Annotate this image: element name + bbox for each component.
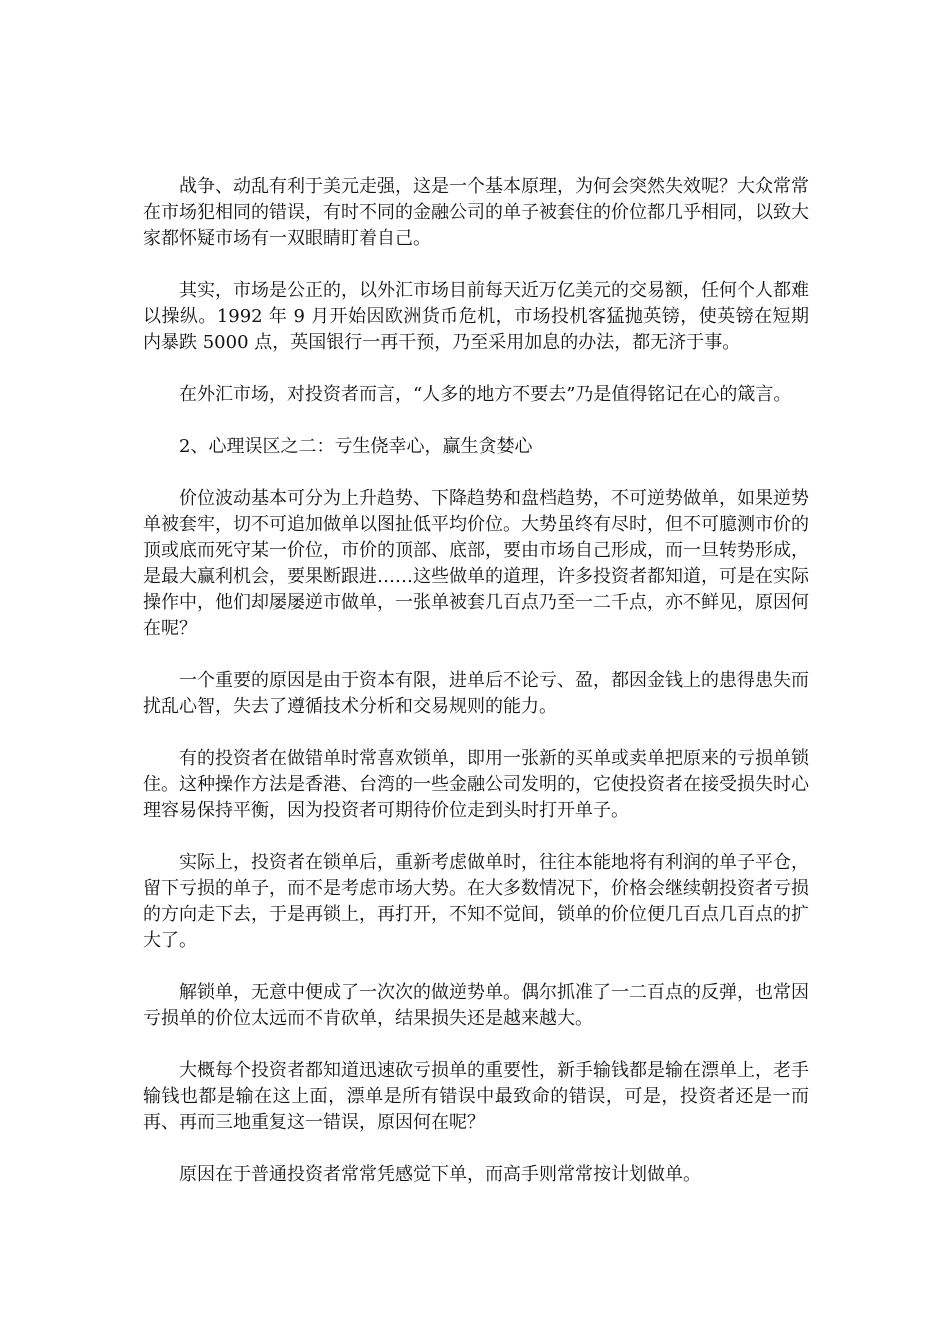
section-heading: 2、心理误区之二：亏生侥幸心，赢生贪婪心	[179, 436, 533, 457]
paragraph: 价位波动基本可分为上升趋势、下降趋势和盘档趋势，不可逆势做单，如果逆势单被套牢，切不可追加做单以图扯低平均价位。大势虽终有尽时，但不可臆测市价的顶或底而死守某一价位，市价的顶部、底部，要由市场自己形成，而一旦转势形成，是最大赢利机会，要果断跟进……这些做单的道理，许多投资者都知道，可是在实际操作中，他们却屡屡逆市做单，一张单被套几百点乃至一二千点，亦不鲜见，原因何在呢？	[143, 488, 809, 639]
paragraph: 解锁单，无意中便成了一次次的做逆势单。偶尔抓准了一二百点的反弹，也常因亏损单的价位太远而不肯砍单，结果损失还是越来越大。	[143, 982, 809, 1029]
document-body	[143, 174, 809, 1214]
paragraph: 实际上，投资者在锁单后，重新考虑做单时，往往本能地将有利润的单子平仓，留下亏损的单子，而不是考虑市场大势。在大多数情况下，价格会继续朝投资者亏损的方向走下去，于是再锁上，再打开，不知不觉间，锁单的价位便几百点几百点的扩大了。	[143, 852, 809, 951]
paragraph: 其实，市场是公正的，以外汇市场目前每天近万亿美元的交易额，任何个人都难以操纵。1992 年 9 月开始因欧洲货币危机，市场投机客猛抛英镑，使英镑在短期内暴跌 5000 点，英国银行一再干预，乃至采用加息的办法，都无济于事。	[143, 280, 809, 353]
paragraph: 一个重要的原因是由于资本有限，进单后不论亏、盈，都因金钱上的患得患失而扰乱心智，失去了遵循技术分析和交易规则的能力。	[143, 670, 809, 717]
paragraph: 战争、动乱有利于美元走强，这是一个基本原理，为何会突然失效呢？大众常常在市场犯相同的错误，有时不同的金融公司的单子被套住的价位都几乎相同，以致大家都怀疑市场有一双眼睛盯着自己。	[143, 176, 809, 249]
paragraph: 在外汇市场，对投资者而言，“人多的地方不要去”乃是值得铭记在心的箴言。	[179, 384, 792, 405]
paragraph: 大概每个投资者都知道迅速砍亏损单的重要性，新手输钱都是输在漂单上，老手输钱也都是输在这上面，漂单是所有错误中最致命的错误，可是，投资者还是一而再、再而三地重复这一错误，原因何在呢？	[143, 1060, 809, 1133]
paragraph: 原因在于普通投资者常常凭感觉下单，而高手则常常按计划做单。	[179, 1164, 701, 1185]
paragraph: 有的投资者在做错单时常喜欢锁单，即用一张新的买单或卖单把原来的亏损单锁住。这种操作方法是香港、台湾的一些金融公司发明的，它使投资者在接受损失时心理容易保持平衡，因为投资者可期待价位走到头时打开单子。	[143, 748, 809, 821]
